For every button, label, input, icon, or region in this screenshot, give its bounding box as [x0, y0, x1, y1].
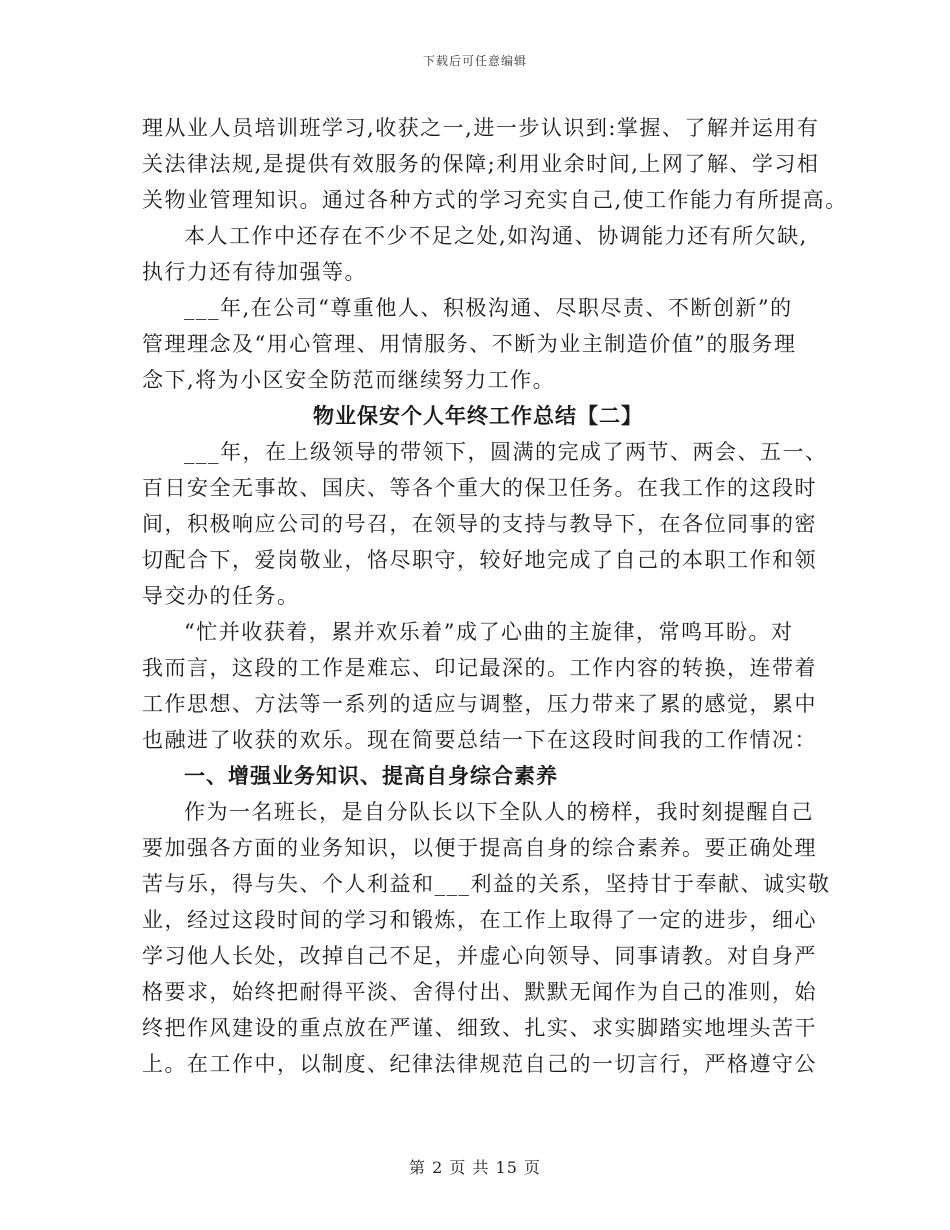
text-line: 终把作风建设的重点放在严谨、细致、扎实、求实脚踏实地埋头苦干	[142, 1016, 817, 1040]
text-line: 作为一名班长，是自分队长以下全队人的榜样，我时刻提醒自己	[184, 800, 814, 824]
paragraph	[142, 218, 814, 290]
text-line: 格要求，始终把耐得平淡、舍得付出、默默无闻作为自己的准则，始	[142, 980, 817, 1004]
section-title: 物业保安个人年终工作总结【二】	[313, 403, 643, 428]
text-line: 工作思想、方法等一系列的适应与调整，压力带来了累的感觉，累中	[142, 692, 817, 716]
text-line: 切配合下，爱岗敬业，恪尽职守，较好地完成了自己的本职工作和领	[142, 548, 817, 572]
text-line: 关法律法规,是提供有效服务的保障;利用业余时间,上网了解、学习相	[142, 152, 820, 176]
text-line: 百日安全无事故、国庆、等各个重大的保卫任务。在我工作的这段时	[142, 476, 817, 500]
text-line: 管理理念及“用心管理、用情服务、不断为业主制造价值”的服务理	[142, 332, 797, 356]
text-line: 要加强各方面的业务知识，以便于提高自身的综合素养。要正确处理	[142, 836, 817, 860]
document-body	[142, 110, 848, 1082]
text-line: 间，积极响应公司的号召，在领导的支持与教导下，在各位同事的密	[142, 512, 817, 536]
text-line: ___年，在上级领导的带领下，圆满的完成了两节、两会、五一、	[184, 440, 828, 464]
text-line: “忙并收获着，累并欢乐着”成了心曲的主旋律，常鸣耳盼。对	[184, 620, 794, 644]
text-line: 我而言，这段的工作是难忘、印记最深的。工作内容的转换，连带着	[142, 656, 817, 680]
page-number: 第 2 页 共 15 页	[409, 1158, 541, 1177]
page-header-note: 下载后可任意编辑	[422, 54, 527, 68]
text-line: 也融进了收获的欢乐。现在简要总结一下在这段时间我的工作情况：	[142, 728, 817, 752]
subheading: 一、增强业务知识、提高自身综合素养	[184, 763, 558, 788]
text-line: 理从业人员培训班学习,收获之一,进一步认识到:掌握、了解并运用有	[142, 116, 820, 140]
text-line: 执行力还有待加强等。	[142, 260, 367, 284]
paragraph	[142, 614, 817, 758]
text-line: 业，经过这段时间的学习和锻炼，在工作上取得了一定的进步，细心	[142, 908, 817, 932]
paragraph	[142, 110, 848, 218]
text-line: 念下,将为小区安全防范而继续努力工作。	[142, 368, 556, 392]
text-line: 本人工作中还存在不少不足之处,如沟通、协调能力还有所欠缺,	[184, 224, 808, 248]
paragraph	[142, 794, 831, 1082]
text-line: 上。在工作中，以制度、纪律法律规范自己的一切言行，严格遵守公	[142, 1052, 817, 1076]
text-line: 学习他人长处，改掉自己不足，并虚心向领导、同事请教。对自身严	[142, 944, 817, 968]
paragraph	[142, 290, 814, 398]
paragraph	[142, 434, 828, 614]
text-line: 导交办的任务。	[142, 584, 300, 608]
text-line: 关物业管理知识。通过各种方式的学习充实自己,使工作能力有所提高。	[142, 188, 848, 212]
text-line: 苦与乐，得与失、个人利益和___利益的关系，坚持甘于奉献、诚实敬	[142, 872, 831, 896]
text-line: ___年,在公司“尊重他人、积极沟通、尽职尽责、不断创新”的	[184, 296, 793, 320]
